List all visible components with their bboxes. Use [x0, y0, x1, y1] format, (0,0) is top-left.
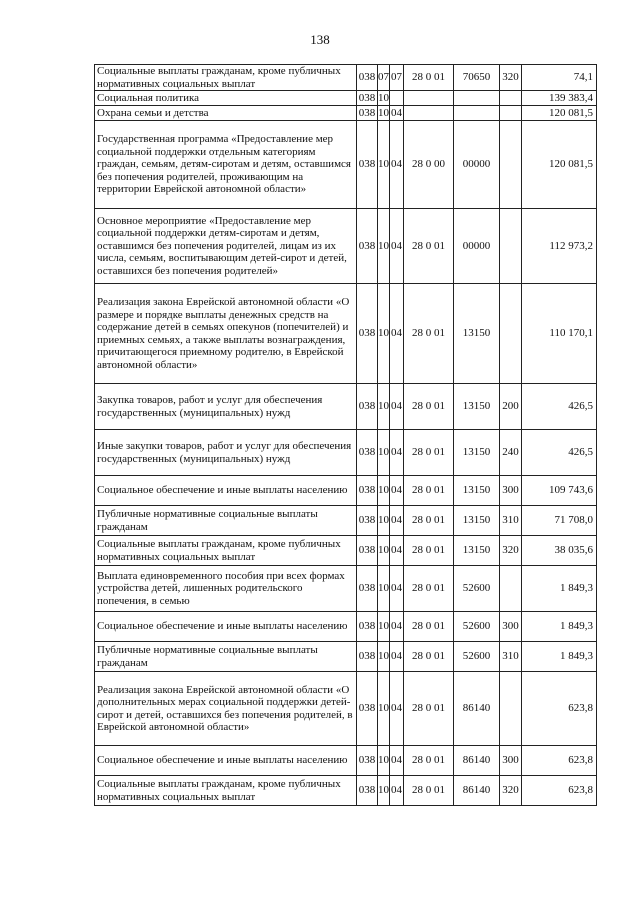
cell-pr: 04: [390, 209, 404, 284]
cell-ved: 038: [357, 106, 378, 121]
cell-vr: [500, 91, 522, 106]
cell-rz: 10: [378, 91, 389, 104]
cell-cs-code: 52600: [454, 642, 500, 672]
cell-ved: 038: [357, 384, 378, 430]
cell-vr: 300: [500, 476, 522, 506]
cell-pr: 04: [390, 284, 404, 384]
cell-ved: 038: [357, 209, 378, 284]
cell-sum: 623,8: [522, 672, 597, 746]
cell-rz: 10: [378, 384, 390, 430]
cell-pr: 04: [390, 476, 404, 506]
cell-vr: 320: [500, 536, 522, 566]
cell-cs-code: 86140: [454, 746, 500, 776]
cell-vr: [500, 672, 522, 746]
table-row: [95, 566, 597, 612]
cell-name: Выплата единовременного пособия при всех формах устройства детей, лишенных родительского попечения, в семью: [95, 566, 357, 612]
cell-cs: 28 0 01: [404, 384, 454, 430]
cell-sum: 623,8: [522, 746, 597, 776]
cell-ved: 038: [357, 566, 378, 612]
cell-vr: 240: [500, 430, 522, 476]
cell-sum: 426,5: [522, 384, 597, 430]
cell-name: Социальное обеспечение и иные выплаты населению: [95, 746, 357, 776]
cell-ved: 038: [357, 776, 378, 806]
cell-ved: 038: [357, 746, 378, 776]
table-row: [95, 536, 597, 566]
cell-name: Социальная политика: [95, 91, 357, 106]
cell-pr: 04: [390, 642, 404, 672]
cell-pr: 04: [390, 672, 404, 746]
cell-pr: 04: [390, 430, 404, 476]
cell-cs: 28 0 01: [404, 284, 454, 384]
cell-name: Публичные нормативные социальные выплаты гражданам: [95, 642, 357, 672]
cell-ved: 038: [357, 284, 378, 384]
cell-cs-code: 13150: [454, 536, 500, 566]
cell-cs: 28 0 01: [404, 612, 454, 642]
table-row: [95, 476, 597, 506]
cell-rz: 10: [378, 209, 390, 284]
cell-rz: 10: [378, 642, 390, 672]
cell-cs: [404, 91, 454, 106]
cell-sum: 623,8: [522, 776, 597, 806]
cell-rz: 10: [378, 430, 390, 476]
cell-cs-code: 00000: [454, 209, 500, 284]
cell-vr: 310: [500, 642, 522, 672]
cell-vr: 320: [500, 776, 522, 806]
cell-cs: 28 0 01: [404, 776, 454, 806]
cell-vr: [500, 566, 522, 612]
cell-sum: 38 035,6: [522, 536, 597, 566]
cell-rz: 10: [378, 284, 390, 384]
cell-ved: 038: [357, 672, 378, 746]
cell-name: Публичные нормативные социальные выплаты гражданам: [95, 506, 357, 536]
cell-name: Социальные выплаты гражданам, кроме публичных нормативных социальных выплат: [95, 776, 357, 806]
table-row: [95, 91, 597, 106]
cell-sum: 120 081,5: [522, 106, 597, 121]
cell-cs: 28 0 01: [404, 672, 454, 746]
cell-sum: 1 849,3: [522, 612, 597, 642]
cell-cs-code: 86140: [454, 672, 500, 746]
cell-vr: [500, 209, 522, 284]
cell-cs: 28 0 01: [404, 430, 454, 476]
cell-sum: 74,1: [522, 65, 597, 91]
cell-cs-code: 13150: [454, 284, 500, 384]
cell-ved: 038: [357, 65, 378, 91]
cell-cs-code: 00000: [454, 121, 500, 209]
cell-vr: [500, 106, 522, 121]
page-number: 138: [310, 32, 330, 47]
table-row: [95, 121, 597, 209]
cell-cs: 28 0 01: [404, 506, 454, 536]
cell-vr: 300: [500, 612, 522, 642]
cell-cs-code: 13150: [454, 384, 500, 430]
cell-cs: 28 0 01: [404, 209, 454, 284]
cell-name: Реализация закона Еврейской автономной области «О дополнительных мерах социальной поддержки детей-сирот и детей, оставшихся без попечения родителей, в Еврейской автономной области»: [95, 672, 357, 746]
cell-cs: 28 0 01: [404, 566, 454, 612]
cell-pr: 04: [390, 506, 404, 536]
cell-pr: 04: [390, 121, 404, 209]
cell-name: Социальное обеспечение и иные выплаты населению: [95, 476, 357, 506]
cell-vr: [500, 284, 522, 384]
cell-vr: 200: [500, 384, 522, 430]
table-row: [95, 209, 597, 284]
cell-ved: 038: [357, 121, 378, 209]
cell-vr: 310: [500, 506, 522, 536]
cell-ved: 038: [357, 476, 378, 506]
cell-pr: 04: [391, 106, 402, 119]
table-row: [95, 106, 597, 121]
cell-cs: 28 0 01: [404, 746, 454, 776]
cell-pr: 04: [390, 536, 404, 566]
table-row: [95, 65, 597, 91]
cell-cs: 28 0 01: [404, 642, 454, 672]
cell-name: Социальные выплаты гражданам, кроме публичных нормативных социальных выплат: [95, 65, 357, 91]
cell-cs-code: [454, 106, 500, 121]
cell-sum: 1 849,3: [522, 566, 597, 612]
cell-sum: 109 743,6: [522, 476, 597, 506]
cell-name: Социальное обеспечение и иные выплаты населению: [95, 612, 357, 642]
cell-ved: 038: [357, 430, 378, 476]
table-row: [95, 612, 597, 642]
cell-rz: 10: [378, 612, 390, 642]
budget-table-body: [95, 65, 597, 806]
budget-table: [94, 64, 597, 806]
cell-vr: 320: [500, 65, 522, 91]
table-row: [95, 430, 597, 476]
cell-name: Государственная программа «Предоставление мер социальной поддержки отдельным категориям граждан, семьям, детям-сиротам и детям, оставшимся без попечения родителей, проживающим на территории Еврейской автономной области»: [95, 121, 357, 209]
cell-ved: 038: [357, 612, 378, 642]
cell-rz: 10: [378, 776, 390, 806]
cell-cs: 28 0 01: [404, 65, 454, 91]
cell-name: Закупка товаров, работ и услуг для обеспечения государственных (муниципальных) нужд: [95, 384, 357, 430]
cell-ved: 038: [357, 536, 378, 566]
cell-ved: 038: [357, 642, 378, 672]
cell-cs-code: 52600: [454, 566, 500, 612]
cell-sum: 139 383,4: [522, 91, 597, 106]
cell-cs-code: 13150: [454, 506, 500, 536]
table-row: [95, 746, 597, 776]
cell-rz: 10: [378, 566, 390, 612]
cell-rz: 10: [378, 746, 390, 776]
cell-cs-code: 13150: [454, 476, 500, 506]
cell-sum: 112 973,2: [522, 209, 597, 284]
cell-sum: 110 170,1: [522, 284, 597, 384]
cell-rz: 10: [378, 121, 390, 209]
cell-sum: 426,5: [522, 430, 597, 476]
cell-pr: 04: [390, 566, 404, 612]
table-row: [95, 384, 597, 430]
cell-rz: 10: [378, 536, 390, 566]
cell-sum: 120 081,5: [522, 121, 597, 209]
cell-cs-code: 86140: [454, 776, 500, 806]
cell-ved: 038: [357, 91, 378, 106]
cell-cs: 28 0 00: [404, 121, 454, 209]
cell-cs-code: 52600: [454, 612, 500, 642]
table-row: [95, 776, 597, 806]
table-row: [95, 284, 597, 384]
cell-vr: 300: [500, 746, 522, 776]
cell-pr: 04: [390, 746, 404, 776]
cell-name: Иные закупки товаров, работ и услуг для обеспечения государственных (муниципальных) нужд: [95, 430, 357, 476]
cell-cs-code: 13150: [454, 430, 500, 476]
cell-cs-code: [454, 91, 500, 106]
cell-sum: 1 849,3: [522, 642, 597, 672]
cell-sum: 71 708,0: [522, 506, 597, 536]
cell-rz: 10: [378, 506, 390, 536]
cell-pr: 04: [390, 384, 404, 430]
table-row: [95, 506, 597, 536]
cell-pr: 04: [390, 612, 404, 642]
cell-rz: 10: [378, 476, 390, 506]
cell-name: Основное мероприятие «Предоставление мер социальной поддержки детям-сиротам и детям, оставшимся без попечения родителей, лицам из их числа, семьям, воспитывающим детей-сирот и детей, оставшихся без попечения родителей»: [95, 209, 357, 284]
cell-pr: 04: [390, 776, 404, 806]
cell-rz: 10: [378, 106, 389, 119]
cell-rz: 10: [378, 672, 390, 746]
cell-rz: 07: [378, 65, 390, 91]
cell-cs: 28 0 01: [404, 476, 454, 506]
cell-vr: [500, 121, 522, 209]
table-row: [95, 672, 597, 746]
table-row: [95, 642, 597, 672]
cell-cs: [404, 106, 454, 121]
cell-pr: 07: [390, 65, 404, 91]
cell-cs-code: 70650: [454, 65, 500, 91]
cell-name: Реализация закона Еврейской автономной области «О размере и порядке выплаты денежных средств на содержание детей в семьях опекунов (попечителей) и приемных семьях, а также выплаты вознаграждения, причитающегося приемному родителю, в Еврейской автономной области»: [95, 284, 357, 384]
cell-pr: [390, 91, 404, 106]
cell-ved: 038: [357, 506, 378, 536]
cell-name: Охрана семьи и детства: [95, 106, 357, 121]
cell-cs: 28 0 01: [404, 536, 454, 566]
cell-name: Социальные выплаты гражданам, кроме публичных нормативных социальных выплат: [95, 536, 357, 566]
